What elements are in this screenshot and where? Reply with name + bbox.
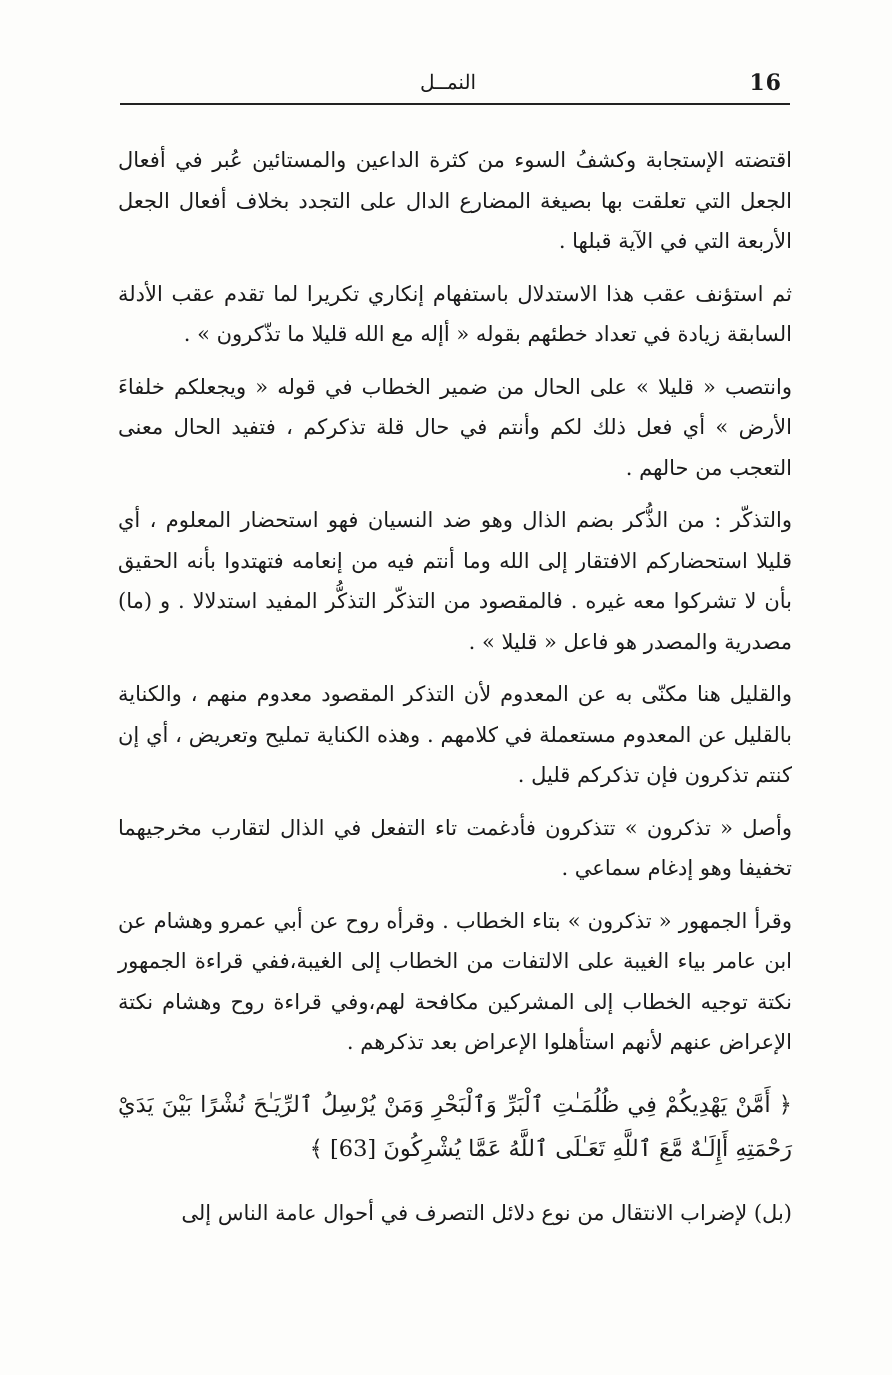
paragraph-text: وانتصب « قليلا » على الحال من ضمير الخطاب في قوله « ويجعلكم خلفاءَ الأرض » أي فعل ذلك لكم وأنتم في حال قلة تذكركم ، فتفيد الحال معنى التعجب من حالهم .	[118, 374, 792, 480]
paragraph-2	[118, 274, 792, 355]
paragraph-text: اقتضته الإستجابة وكشفُ السوء من كثرة الداعين والمستائين عُبر في أفعال الجعل التي تعلقت بها بصيغة المضارع الدال على التجدد بخلاف أفعال الجعل الأربعة التي في الآية قبلها .	[118, 148, 792, 253]
paragraph-1	[118, 140, 792, 262]
body-text	[118, 140, 792, 1245]
paragraph-text: والتذكّر : من الذُّكر بضم الذال وهو ضد النسيان فهو استحضار المعلوم ، أي قليلا استحضاركم الافتقار إلى الله وما أنتم فيه من إنعامه فتهتدوا بأنه الحقيق بأن لا تشركوا معه غيره . فالمقصود من التذكّر التذكُّر المفيد استدلالا . و (ما) مصدرية والمصدر هو فاعل « قليلا » .	[118, 508, 792, 654]
running-title: النمــل	[420, 70, 477, 94]
paragraph-5	[118, 674, 792, 796]
paragraph-text: والقليل هنا مكنّى به عن المعدوم لأن التذكر المقصود معدوم منهم ، والكناية بالقليل عن المعدوم مستعملة في كلامهم . وهذه الكناية تمليح وتعريض ، أي إن كنتم تذكرون فإن تذكركم قليل .	[118, 682, 792, 787]
paragraph-text: ثم استؤنف عقب هذا الاستدلال باستفهام إنكاري تكريرا لما تقدم عقب الأدلة السابقة زيادة في تعداد خطئهم بقوله « أإله مع الله قليلا ما تذّكرون » .	[118, 281, 792, 346]
header-rule	[120, 103, 790, 105]
paragraph-text: وأصل « تذكرون » تتذكرون فأدغمت تاء التفعل في الذال لتقارب مخرجيهما تخفيفا وهو إدغام سماعي .	[118, 815, 792, 880]
paragraph-8	[118, 1193, 792, 1234]
paragraph-4	[118, 500, 792, 662]
paragraph-text: (بل) لإضراب الانتقال من نوع دلائل التصرف في أحوال عامة الناس إلى	[181, 1200, 792, 1225]
paragraph-3	[118, 367, 792, 489]
paragraph-7	[118, 901, 792, 1063]
quran-verse: ﴿ أَمَّنْ يَهْدِيكُمْ فِي ظُلُمَـٰتِ ٱلْبَرِّ وَٱلْبَحْرِ وَمَنْ يُرْسِلُ ٱلرِّيَـٰحَ نُشْرًا بَيْنَ يَدَيْ رَحْمَتِهِ أَإِلَـٰهٌ مَّعَ ٱللَّهِ تَعَـٰلَى ٱللَّهُ عَمَّا يُشْرِكُونَ [63] ﴾	[118, 1091, 792, 1162]
paragraph-6	[118, 808, 792, 889]
page-number: 16	[749, 70, 782, 96]
paragraph-text: وقرأ الجمهور « تذكرون » بتاء الخطاب . وقرأه روح عن أبي عمرو وهشام عن ابن عامر بياء الغيبة على الالتفات من الخطاب إلى الغيبة،ففي قراءة الجمهور نكتة توجيه الخطاب إلى المشركين مكافحة لهم،وفي قراءة روح وهشام نكتة الإعراض عنهم لأنهم استأهلوا الإعراض بعد تذكرهم .	[118, 908, 792, 1054]
